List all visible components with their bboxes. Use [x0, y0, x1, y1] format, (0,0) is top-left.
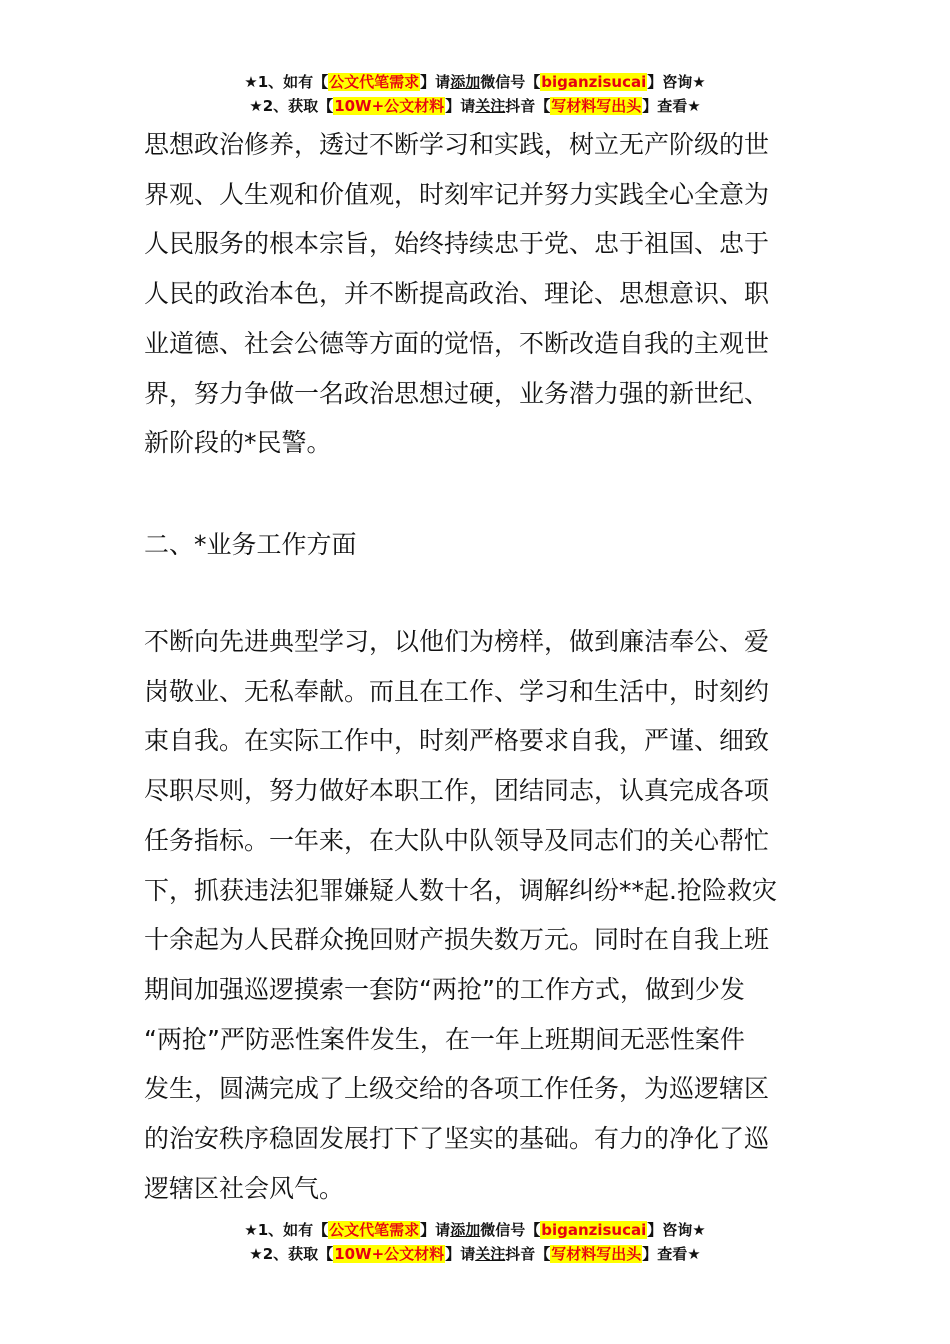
- highlight-douyin: 写材料写出头: [551, 1245, 642, 1263]
- paragraph-business: 不断向先进典型学习，以他们为榜样，做到廉洁奉公、爱 岗敬业、无私奉献。而且在工作、学习和生活中，时刻约 束自我。在实际工作中，时刻严格要求自我，严谨、细致 尽职尽则，努力做好本职工作，团结同志，认真完成各项 任务指标。一年来，在大队中队领导及同志们的关心帮忙 下，抓获违法犯罪嫌疑人数十名，调解纠纷**起.抢险救灾 十余起为人民群众挽回财产损失数万元。同时在自我上班 期间加强巡逻摸索一套防“两抢”的工作方式，做到少发 “两抢”严防恶性案件发生，在一年上班期间无恶性案件 发生，圆满完成了上级交给的各项工作任务，为巡逻辖区 的治安秩序稳固发展打下了坚实的基础。有力的净化了巡 逻辖区社会风气。: [144, 627, 777, 1203]
- banner-line-2: ★2、获取【10W+公文材料】请关注抖音【写材料写出头】查看★: [249, 1245, 701, 1263]
- footer-banner: [0, 1218, 950, 1266]
- header-banner: [0, 70, 950, 118]
- section-heading: 二、*业务工作方面: [144, 530, 357, 559]
- banner-line-2: ★2、获取【10W+公文材料】请关注抖音【写材料写出头】查看★: [249, 97, 701, 115]
- highlight-wechat-id: biganzisucai: [541, 1221, 647, 1239]
- highlight-service: 公文代笔需求: [329, 1221, 420, 1239]
- highlight-materials: 10W+公文材料: [334, 1245, 445, 1263]
- banner-line-1: ★1、如有【公文代笔需求】请添加微信号【biganzisucai】咨询★: [244, 73, 706, 91]
- paragraph-political: 思想政治修养，透过不断学习和实践，树立无产阶级的世 界观、人生观和价值观，时刻牢记并努力实践全心全意为 人民服务的根本宗旨，始终持续忠于党、忠于祖国、忠于 人民的政治本色，并不断提高政治、理论、思想意识、职 业道德、社会公德等方面的觉悟，不断改造自我的主观世 界，努力争做一名政治思想过硬，业务潜力强的新世纪、 新阶段的*民警。: [144, 130, 770, 458]
- highlight-materials: 10W+公文材料: [334, 97, 445, 115]
- highlight-service: 公文代笔需求: [329, 73, 420, 91]
- highlight-douyin: 写材料写出头: [551, 97, 642, 115]
- highlight-wechat-id: biganzisucai: [541, 73, 647, 91]
- banner-line-1: ★1、如有【公文代笔需求】请添加微信号【biganzisucai】咨询★: [244, 1221, 706, 1239]
